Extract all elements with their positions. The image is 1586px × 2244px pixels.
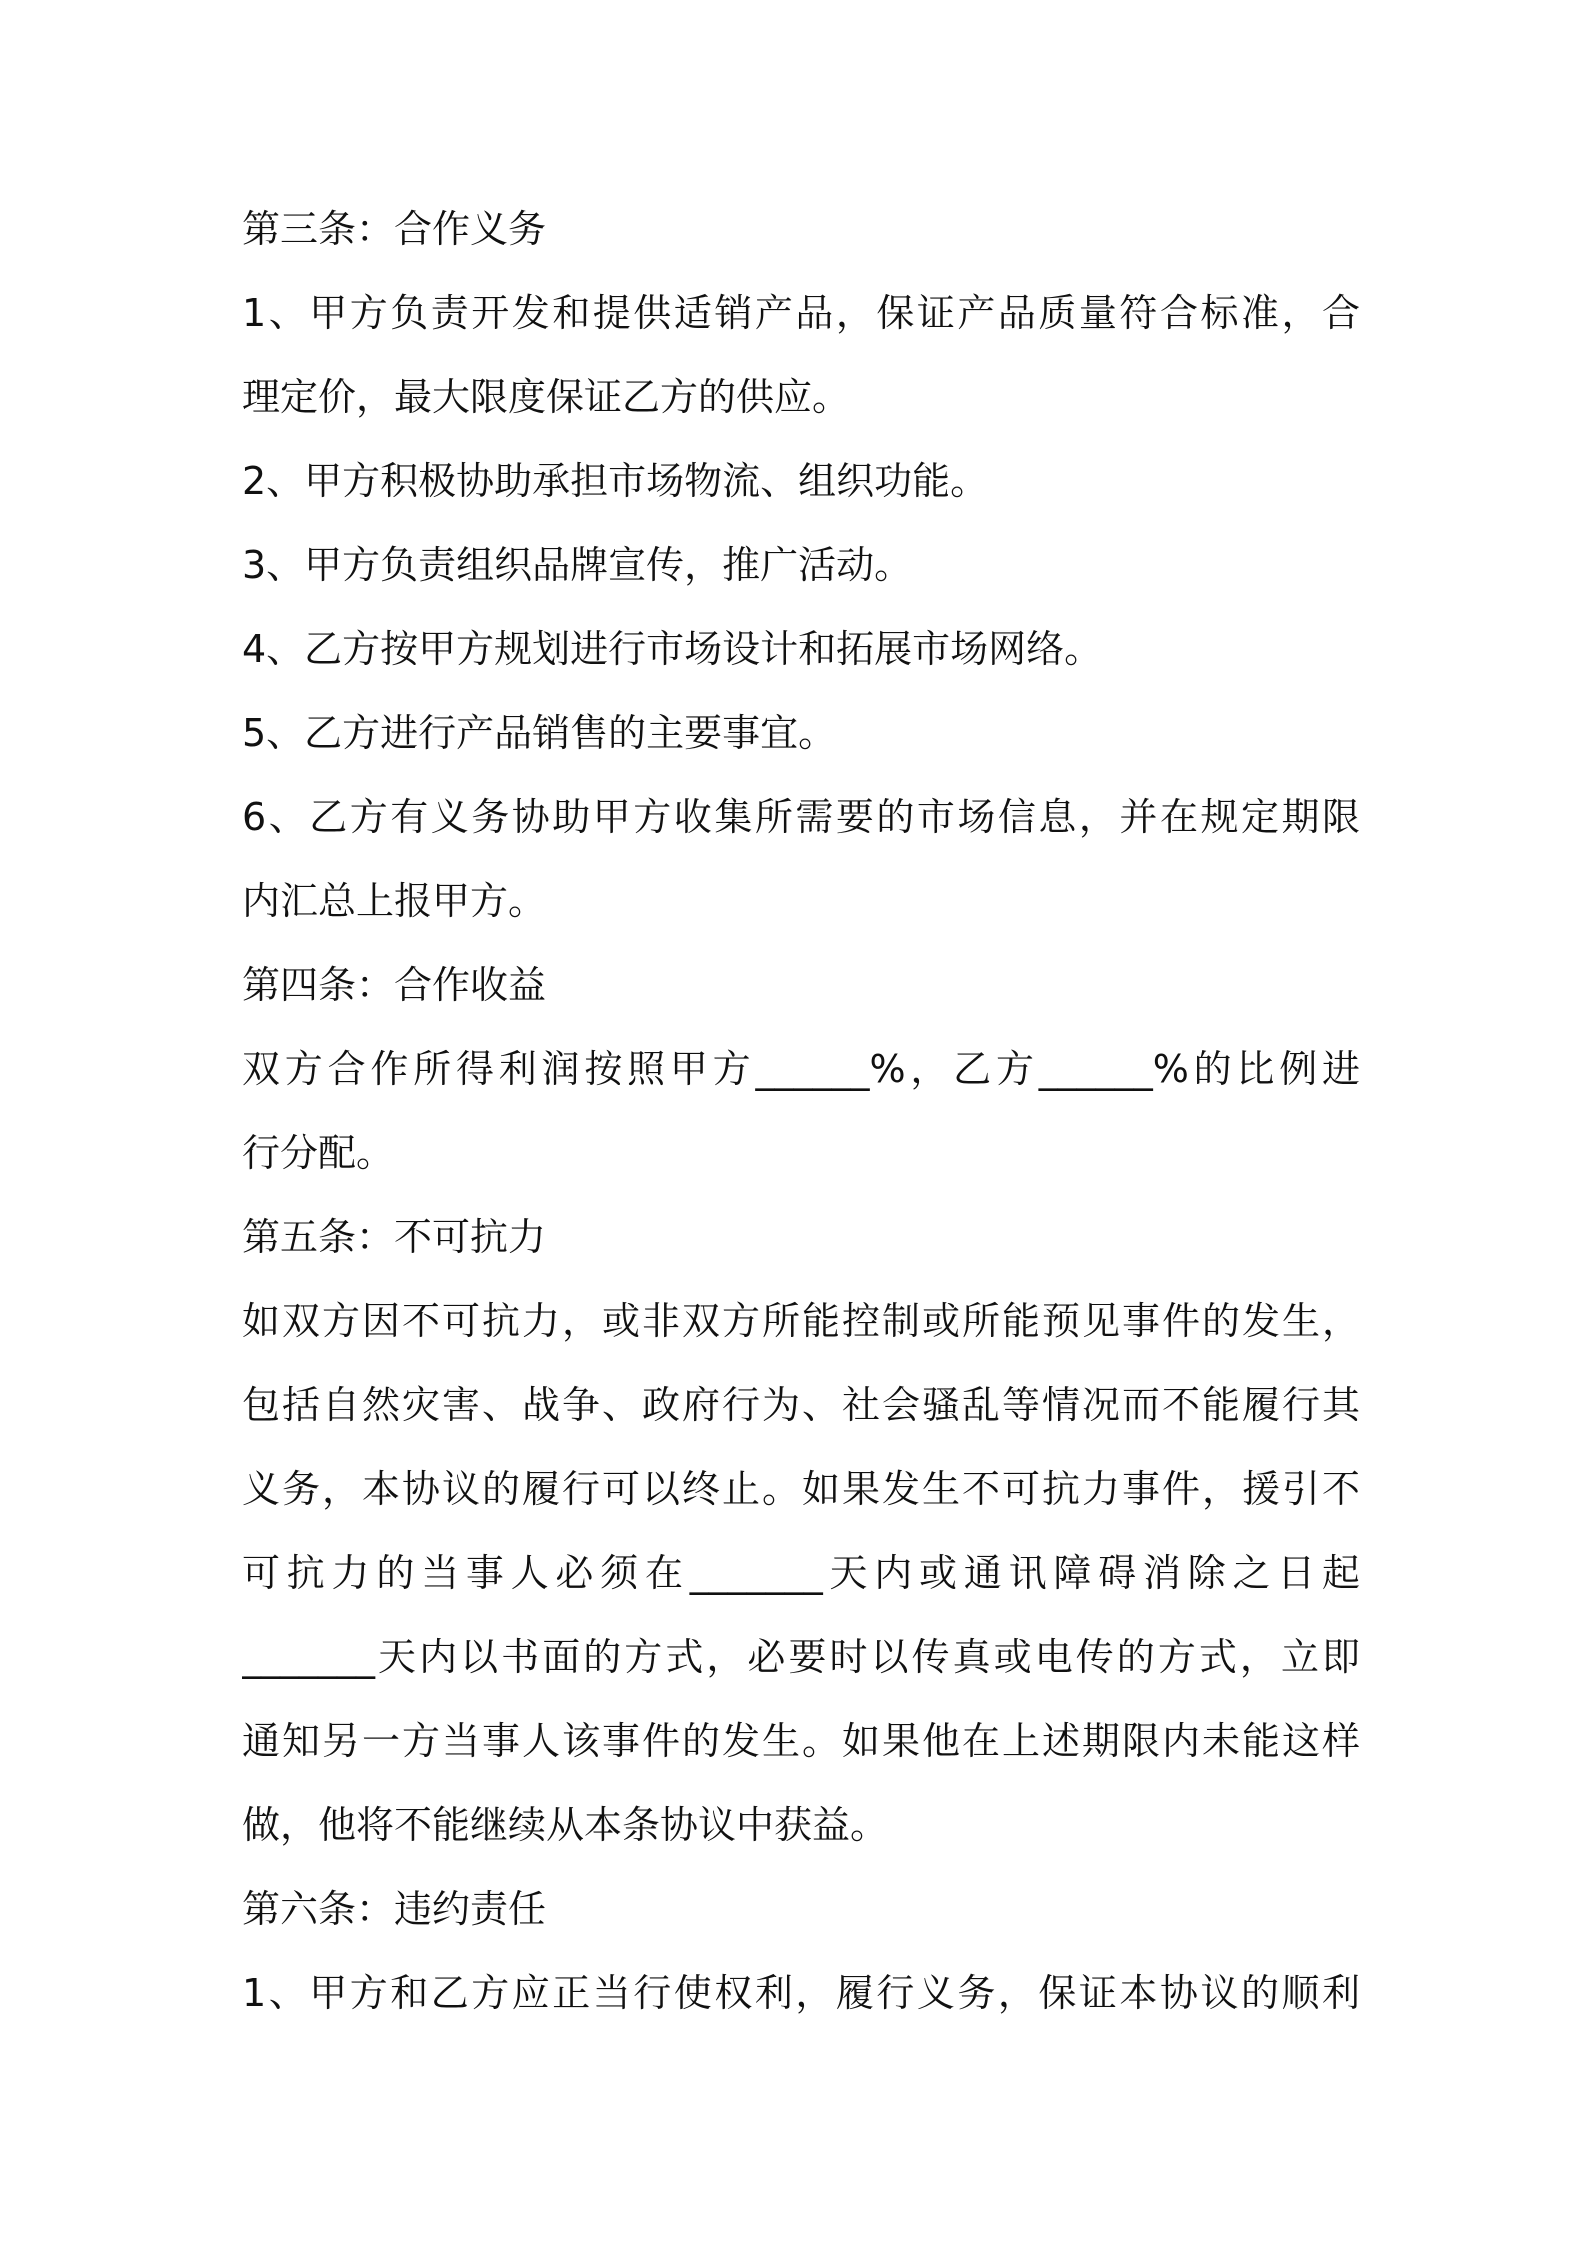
paragraph-line: 内汇总上报甲方。 (242, 879, 547, 923)
paragraph-line: 4、乙方按甲方规划进行市场设计和拓展市场网络。 (242, 627, 1103, 671)
heading-article-4: 第四条：合作收益 (242, 963, 547, 1007)
paragraph-line: 义务，本协议的履行可以终止。如果发生不可抗力事件，援引不 (242, 1467, 1360, 1511)
paragraph-line: 双方合作所得利润按照甲方______%，乙方______%的比例进 (242, 1047, 1360, 1091)
heading-article-6: 第六条：违约责任 (242, 1887, 547, 1931)
paragraph-line: _______天内以书面的方式，必要时以传真或电传的方式，立即 (242, 1635, 1360, 1679)
paragraph-line: 6、乙方有义务协助甲方收集所需要的市场信息，并在规定期限 (242, 795, 1360, 839)
paragraph-line: 1、甲方和乙方应正当行使权利，履行义务，保证本协议的顺利 (242, 1971, 1360, 2015)
paragraph-line: 如双方因不可抗力，或非双方所能控制或所能预见事件的发生， (242, 1299, 1360, 1343)
paragraph-line: 3、甲方负责组织品牌宣传，推广活动。 (242, 543, 913, 587)
paragraph-line: 行分配。 (242, 1131, 395, 1175)
paragraph-line: 做，他将不能继续从本条协议中获益。 (242, 1803, 889, 1847)
paragraph-line: 1、甲方负责开发和提供适销产品，保证产品质量符合标准，合 (242, 291, 1360, 335)
paragraph-line: 5、乙方进行产品销售的主要事宜。 (242, 711, 837, 755)
paragraph-line: 包括自然灾害、战争、政府行为、社会骚乱等情况而不能履行其 (242, 1383, 1360, 1427)
paragraph-line: 2、甲方积极协助承担市场物流、组织功能。 (242, 459, 989, 503)
heading-article-5: 第五条：不可抗力 (242, 1215, 547, 1259)
paragraph-line: 通知另一方当事人该事件的发生。如果他在上述期限内未能这样 (242, 1719, 1360, 1763)
paragraph-line: 可抗力的当事人必须在_______天内或通讯障碍消除之日起 (242, 1551, 1360, 1595)
paragraph-line: 理定价，最大限度保证乙方的供应。 (242, 375, 851, 419)
heading-article-3: 第三条：合作义务 (242, 207, 547, 251)
